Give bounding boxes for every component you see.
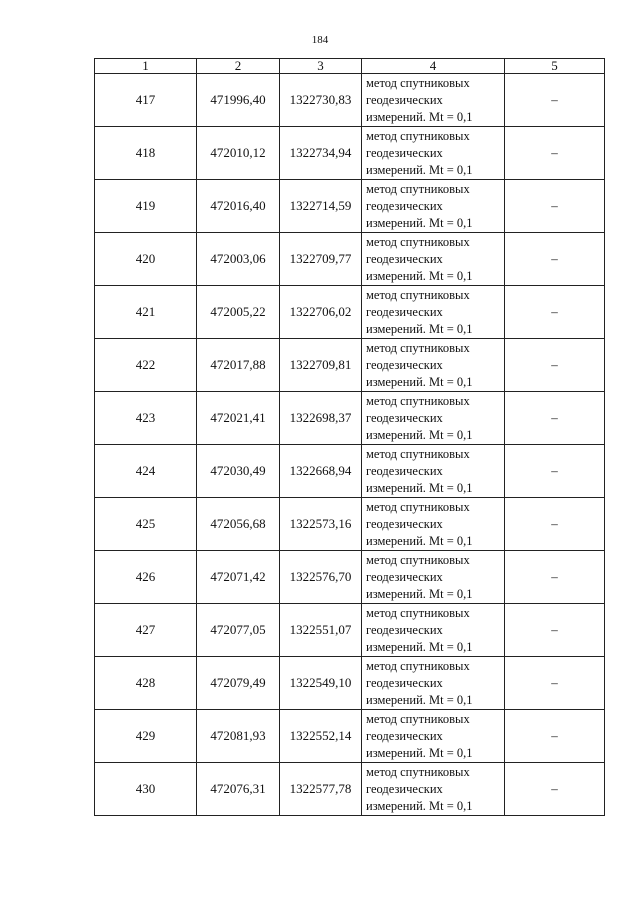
x-coordinate-cell: 472056,68 [197,498,280,551]
y-coordinate-cell: 1322734,94 [280,127,362,180]
y-coordinate-cell: 1322698,37 [280,392,362,445]
method-line: геодезических [366,728,443,743]
table-row [95,445,605,498]
method-cell [362,339,505,392]
y-coordinate-cell: 1322576,70 [280,551,362,604]
method-line: измерений. Mt = 0,1 [366,268,473,283]
method-line: измерений. Mt = 0,1 [366,427,473,442]
method-line: измерений. Mt = 0,1 [366,692,473,707]
method-line: геодезических [366,198,443,213]
x-coordinate-cell: 472079,49 [197,657,280,710]
point-number-cell: 419 [95,180,197,233]
method-line: измерений. Mt = 0,1 [366,533,473,548]
note-cell: – [505,74,605,127]
x-coordinate-cell: 472016,40 [197,180,280,233]
method-cell [362,233,505,286]
point-number-cell: 424 [95,445,197,498]
table-row [95,551,605,604]
point-number-cell: 427 [95,604,197,657]
note-cell: – [505,392,605,445]
y-coordinate-cell: 1322709,81 [280,339,362,392]
method-cell [362,392,505,445]
method-cell [362,445,505,498]
x-coordinate-cell: 472077,05 [197,604,280,657]
x-coordinate-cell: 472003,06 [197,233,280,286]
note-cell: – [505,551,605,604]
x-coordinate-cell: 472071,42 [197,551,280,604]
method-line: геодезических [366,569,443,584]
table-row [95,710,605,763]
header-col-3: 3 [280,59,362,74]
header-col-4: 4 [362,59,505,74]
method-line: измерений. Mt = 0,1 [366,162,473,177]
y-coordinate-cell: 1322709,77 [280,233,362,286]
method-line: геодезических [366,145,443,160]
note-cell: – [505,604,605,657]
method-cell [362,763,505,816]
point-number-cell: 425 [95,498,197,551]
note-cell: – [505,286,605,339]
note-cell: – [505,445,605,498]
table-row [95,180,605,233]
point-number-cell: 418 [95,127,197,180]
method-line: геодезических [366,622,443,637]
point-number-cell: 429 [95,710,197,763]
point-number-cell: 422 [95,339,197,392]
table-row [95,74,605,127]
table-body [95,74,605,816]
method-line: геодезических [366,92,443,107]
table-row [95,763,605,816]
method-line: измерений. Mt = 0,1 [366,639,473,654]
note-cell: – [505,763,605,816]
y-coordinate-cell: 1322551,07 [280,604,362,657]
y-coordinate-cell: 1322706,02 [280,286,362,339]
y-coordinate-cell: 1322549,10 [280,657,362,710]
point-number-cell: 423 [95,392,197,445]
method-line: метод спутниковых [366,764,470,779]
method-line: метод спутниковых [366,234,470,249]
y-coordinate-cell: 1322668,94 [280,445,362,498]
point-number-cell: 430 [95,763,197,816]
header-col-2: 2 [197,59,280,74]
method-line: геодезических [366,516,443,531]
coordinates-table [94,58,605,816]
header-col-1: 1 [95,59,197,74]
method-line: измерений. Mt = 0,1 [366,798,473,813]
note-cell: – [505,233,605,286]
table-row [95,339,605,392]
table-row [95,233,605,286]
table-row [95,127,605,180]
header-col-5: 5 [505,59,605,74]
method-line: геодезических [366,251,443,266]
method-line: метод спутниковых [366,128,470,143]
method-line: метод спутниковых [366,499,470,514]
method-line: метод спутниковых [366,393,470,408]
method-line: измерений. Mt = 0,1 [366,321,473,336]
table-row [95,498,605,551]
note-cell: – [505,657,605,710]
method-line: метод спутниковых [366,340,470,355]
method-line: метод спутниковых [366,658,470,673]
method-cell [362,657,505,710]
table-row [95,392,605,445]
method-line: измерений. Mt = 0,1 [366,215,473,230]
note-cell: – [505,339,605,392]
point-number-cell: 417 [95,74,197,127]
method-line: измерений. Mt = 0,1 [366,374,473,389]
y-coordinate-cell: 1322577,78 [280,763,362,816]
y-coordinate-cell: 1322573,16 [280,498,362,551]
method-line: метод спутниковых [366,181,470,196]
method-line: метод спутниковых [366,605,470,620]
x-coordinate-cell: 471996,40 [197,74,280,127]
method-cell [362,710,505,763]
method-line: геодезических [366,675,443,690]
method-line: геодезических [366,463,443,478]
y-coordinate-cell: 1322730,83 [280,74,362,127]
method-line: геодезических [366,357,443,372]
method-line: измерений. Mt = 0,1 [366,745,473,760]
method-line: метод спутниковых [366,446,470,461]
method-line: метод спутниковых [366,287,470,302]
x-coordinate-cell: 472017,88 [197,339,280,392]
note-cell: – [505,127,605,180]
method-line: метод спутниковых [366,552,470,567]
point-number-cell: 426 [95,551,197,604]
x-coordinate-cell: 472030,49 [197,445,280,498]
method-cell [362,604,505,657]
page-number: 184 [311,34,329,46]
note-cell: – [505,180,605,233]
x-coordinate-cell: 472010,12 [197,127,280,180]
method-line: измерений. Mt = 0,1 [366,586,473,601]
table-header-row [95,59,605,74]
x-coordinate-cell: 472081,93 [197,710,280,763]
x-coordinate-cell: 472005,22 [197,286,280,339]
table-row [95,604,605,657]
point-number-cell: 420 [95,233,197,286]
y-coordinate-cell: 1322714,59 [280,180,362,233]
method-cell [362,127,505,180]
method-cell [362,498,505,551]
note-cell: – [505,710,605,763]
method-line: геодезических [366,304,443,319]
method-line: метод спутниковых [366,75,470,90]
method-line: геодезических [366,781,443,796]
y-coordinate-cell: 1322552,14 [280,710,362,763]
point-number-cell: 421 [95,286,197,339]
method-cell [362,286,505,339]
method-cell [362,74,505,127]
method-cell [362,180,505,233]
method-line: измерений. Mt = 0,1 [366,109,473,124]
method-line: метод спутниковых [366,711,470,726]
method-line: измерений. Mt = 0,1 [366,480,473,495]
x-coordinate-cell: 472021,41 [197,392,280,445]
table-row [95,286,605,339]
point-number-cell: 428 [95,657,197,710]
note-cell: – [505,498,605,551]
x-coordinate-cell: 472076,31 [197,763,280,816]
table-row [95,657,605,710]
method-cell [362,551,505,604]
method-line: геодезических [366,410,443,425]
